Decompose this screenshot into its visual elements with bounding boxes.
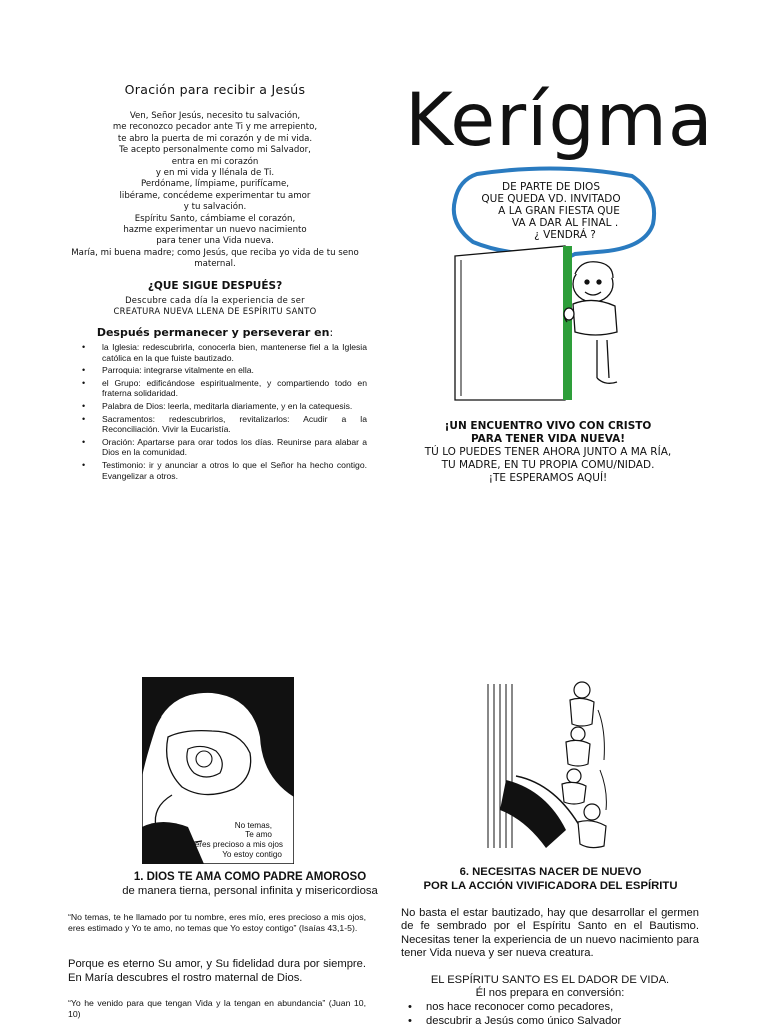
prayer-text (60, 111, 370, 271)
list-item: • nos hace reconocer como pecadores, (408, 1000, 698, 1014)
prayer-line: entra en mi corazón (171, 156, 259, 167)
perseverar-list (82, 342, 367, 483)
section-1-title: 1. DIOS TE AMA COMO PADRE AMOROSO (133, 871, 367, 883)
espiritu-line-1: EL ESPÍRITU SANTO ES EL DADOR DE VIDA. (430, 974, 670, 986)
prayer-line: me reconozco pecador ante Ti y me arrepiento, (112, 122, 318, 133)
image-caption-line: No temas, (234, 821, 272, 830)
list-item: • Testimonio: ir y anunciar a otros lo que el Señor ha hecho contigo. Evangelizar a otros. (82, 460, 367, 481)
section-6-title-line-1: 6. NECESITAS NACER DE NUEVO (459, 866, 642, 878)
image-caption-line: Te amo (245, 830, 272, 839)
prayer-line: maternal. (194, 259, 236, 270)
prayer-line: Ven, Señor Jesús, necesito tu salvación, (129, 111, 301, 121)
prayer-line: y en mi vida y llénala de Ti. (155, 168, 275, 179)
door-icon (455, 246, 565, 400)
bubble-line: QUE QUEDA VD. INVITADO (481, 193, 621, 205)
despues-colon: : (329, 326, 334, 339)
new-birth-illustration (486, 680, 612, 852)
list-item: • Parroquia: integrarse vitalmente en ella. (82, 365, 367, 376)
nacer-de-nuevo-paragraph: No basta el estar bautizado, hay que desarrollar el germen de fe sembrado por el Espíritu Santo en el Bautismo. Necesitas tener la experiencia de un nuevo nacimiento para tener Vida nueva y ser nueva creatura. (401, 907, 699, 960)
father-embrace-illustration (142, 677, 294, 864)
prayer-line: Espíritu Santo, cámbiame el corazón, (134, 213, 296, 224)
list-item: • Oración: Apartarse para orar todos los días. Reunirse para alabar a Dios en la comunidad. (82, 437, 367, 458)
bubble-line: ¿ VENDRÁ ? (534, 229, 596, 241)
prayer-line: te abro la puerta de mi corazón y de mi vida. (117, 133, 313, 144)
list-item: • el Grupo: edificándose espiritualmente, y compartiendo todo en fraterna solidaridad. (82, 378, 367, 399)
encuentro-block (398, 420, 698, 485)
prayer-line: Perdóname, límpiame, purifícame, (140, 179, 290, 190)
que-sub-line-1: Descubre cada día la experiencia de ser (125, 295, 305, 305)
prayer-line: hazme experimentar un nuevo nacimiento (123, 225, 307, 236)
prayer-line: y tu salvación. (183, 202, 247, 213)
list-item: • la Iglesia: redescubrirla, conocerla bien, mantenerse fiel a la Iglesia católica en la que fuiste bautizado. (82, 342, 367, 363)
prayer-line: libérame, concédeme experimentar tu amor (119, 190, 311, 201)
prayer-title: Oración para recibir a Jesús (124, 82, 306, 97)
eterno-amor-paragraph: Porque es eterno Su amor, y Su fidelidad dura por siempre. En María descubres el rostro maternal de Dios. (68, 958, 366, 984)
espiritu-santo-block (401, 974, 699, 1001)
que-sub-line-2: CREATURA NUEVA LLENA DE ESPÍRITU SANTO (113, 306, 317, 316)
despues-heading (60, 326, 370, 339)
section-6-title-line-2: POR LA ACCIÓN VIVIFICADORA DEL ESPÍRITU (423, 879, 678, 892)
list-item: • Palabra de Dios: leerla, meditarla diariamente, y en la catequesis. (82, 401, 367, 412)
section-6-title (398, 866, 703, 893)
section-1-subtitle: de manera tierna, personal infinita y misericordiosa (122, 885, 378, 897)
door-frame (563, 246, 572, 400)
list-item: • Sacramentos: redescubrirlos, revitalizarlos: Acudir a la Reconciliación. Vivir la Eucaristía. (82, 414, 367, 435)
bubble-line: VA A DAR AL FINAL . (511, 217, 619, 229)
espiritu-line-2: Él nos prepara en conversión: (475, 987, 625, 1000)
encuentro-line-5: ¡TE ESPERAMOS AQUÍ! (488, 472, 608, 484)
que-sigue-subtext (60, 295, 370, 317)
invitation-cartoon (447, 164, 667, 404)
encuentro-line-2: PARA TENER VIDA NUEVA! (470, 433, 626, 445)
isaias-quote: “No temas, te he llamado por tu nombre, eres mío, eres precioso a mis ojos, eres estimado y Yo te amo, no temas que Yo estoy contigo” (Isaías 43,1-5). (68, 912, 366, 933)
prayer-line: para tener una Vida nueva. (156, 236, 274, 247)
list-item: • descubrir a Jesús como único Salvador (408, 1014, 698, 1028)
encuentro-line-1: ¡UN ENCUENTRO VIVO CON CRISTO (444, 420, 652, 432)
despues-heading-text: Después permanecer y perseverar en (96, 326, 330, 339)
encuentro-line-4: TU MADRE, EN TU PROPIA COMU/NIDAD. (441, 459, 655, 471)
bubble-line: A LA GRAN FIESTA QUE (498, 205, 620, 217)
que-sigue-heading: ¿QUE SIGUE DESPUÉS? (147, 280, 283, 292)
juan-quote: “Yo he venido para que tengan Vida y la tengan en abundancia” (Juan 10, 10) (68, 998, 366, 1019)
encuentro-line-3: TÚ LO PUEDES TENER AHORA JUNTO A MA RÍA, (424, 446, 672, 458)
image-caption-line: eres precioso a mis ojos (194, 840, 283, 849)
image-caption-line: Yo estoy contigo (222, 850, 282, 859)
kerigma-title: Kerígma (405, 78, 714, 163)
prayer-line: Te acepto personalmente como mi Salvador, (119, 145, 311, 156)
prayer-line: María, mi buena madre; como Jesús, que reciba yo vida de tu seno (71, 247, 359, 258)
bubble-line: DE PARTE DE DIOS (502, 181, 600, 193)
